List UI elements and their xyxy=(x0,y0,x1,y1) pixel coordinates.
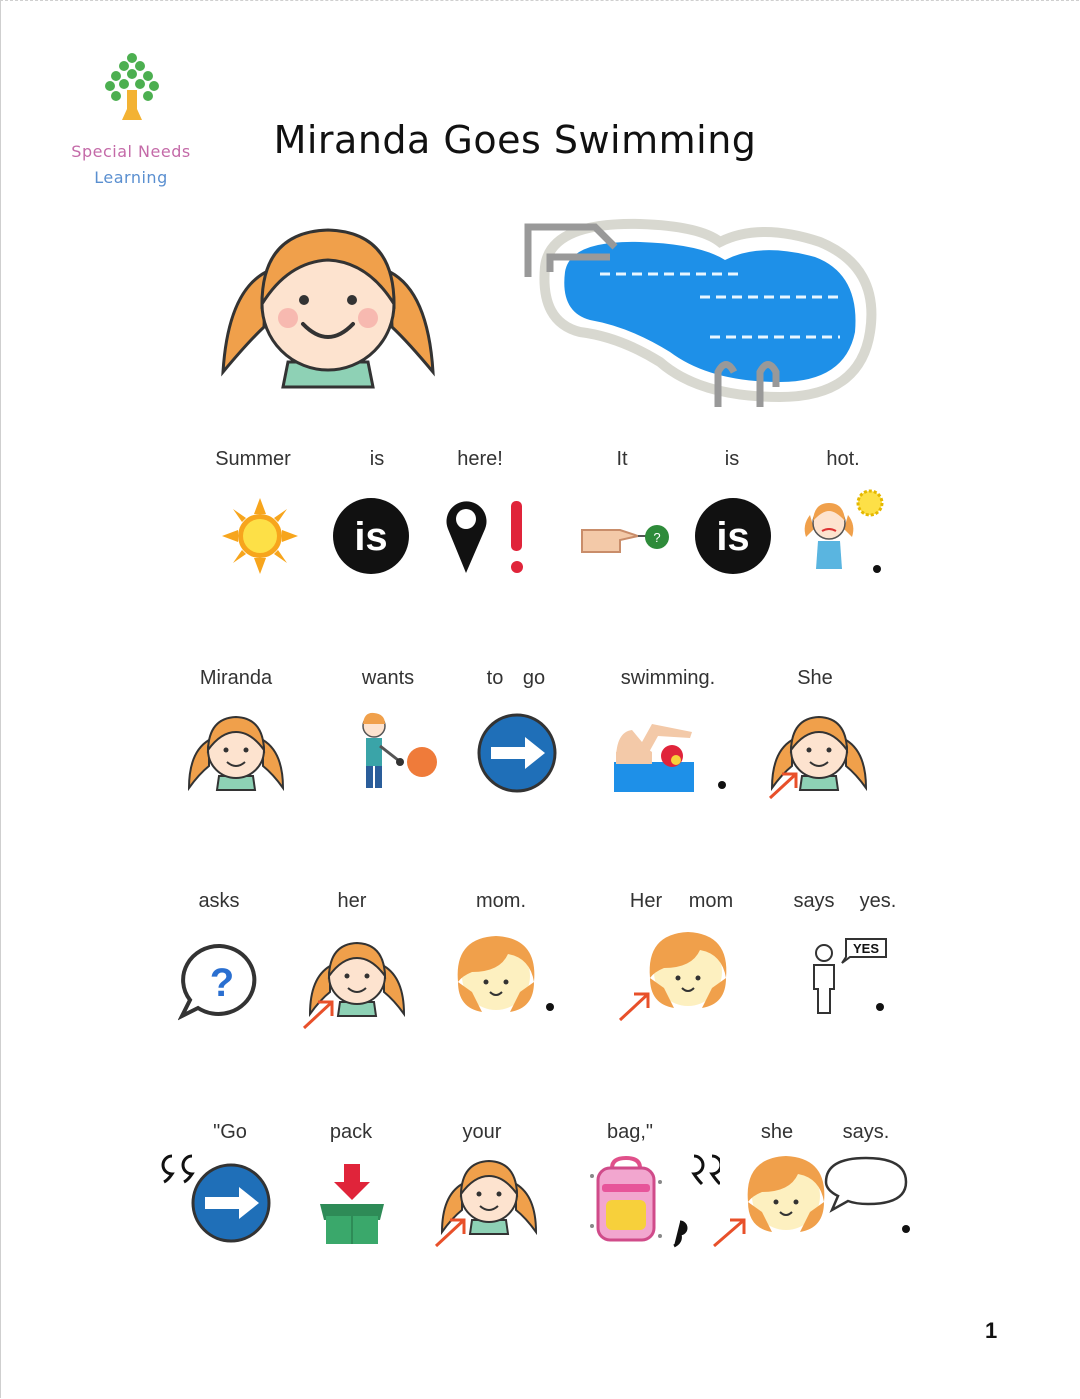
question-mark: ? xyxy=(209,961,235,1005)
pack-box-icon xyxy=(314,1162,390,1246)
sun-icon xyxy=(222,498,298,574)
hot-girl-sun-icon xyxy=(800,485,890,575)
speech-bubble-icon xyxy=(820,1154,910,1214)
she-mom-face-pointer-icon xyxy=(710,1152,830,1250)
word-go: go xyxy=(522,667,546,689)
logo-line-1: Special Needs xyxy=(71,142,191,161)
her-girl-pointer-icon xyxy=(302,938,410,1030)
word-bag: bag," xyxy=(606,1121,654,1143)
word-yes: yes. xyxy=(859,890,897,912)
period-dot-5 xyxy=(902,1225,910,1233)
word-miranda: Miranda xyxy=(199,667,273,689)
page-title: Miranda Goes Swimming xyxy=(273,118,757,162)
here-location-pin-icon xyxy=(443,497,535,579)
word-swimming: swimming. xyxy=(620,667,716,689)
miranda-girl-icon xyxy=(185,712,287,792)
word-pack: pack xyxy=(329,1121,373,1143)
word-it: It xyxy=(616,448,628,470)
swimming-pool-icon xyxy=(520,212,885,417)
period-dot-3 xyxy=(546,1003,554,1011)
swimming-person-icon xyxy=(612,712,698,794)
word-mom-2: mom xyxy=(688,890,734,912)
word-go-quote: "Go xyxy=(213,1121,247,1143)
svg-text:?: ? xyxy=(653,530,661,545)
mom-face-icon xyxy=(452,932,540,1016)
her-mom-face-pointer-icon xyxy=(616,928,732,1024)
yes-bubble-label: YES xyxy=(852,941,880,956)
wants-boy-ball-icon xyxy=(352,712,442,792)
word-here: here! xyxy=(457,448,503,470)
period-dot xyxy=(873,565,881,573)
word-her-2: Her xyxy=(629,890,663,912)
word-says-2: says. xyxy=(842,1121,890,1143)
is-symbol-label-2: is xyxy=(716,515,750,559)
word-hot: hot. xyxy=(826,448,860,470)
period-dot-4 xyxy=(876,1003,884,1011)
girl-large-icon xyxy=(218,222,438,392)
logo-line-2: Learning xyxy=(94,168,168,187)
tree-logo-icon xyxy=(100,50,164,122)
word-her: her xyxy=(337,890,367,912)
word-to: to xyxy=(486,667,504,689)
is-symbol-icon xyxy=(332,497,410,575)
period-dot-2 xyxy=(718,781,726,789)
she-girl-pointer-icon xyxy=(768,712,870,800)
go-arrow-sign-icon xyxy=(477,713,557,793)
word-asks: asks xyxy=(198,890,240,912)
page-number: 1 xyxy=(985,1318,998,1343)
word-is: is xyxy=(369,448,385,470)
word-says: says xyxy=(793,890,835,912)
word-mom: mom. xyxy=(476,890,526,912)
pointing-hand-it-icon xyxy=(580,518,672,558)
word-wants: wants xyxy=(361,667,415,689)
go-arrow-sign-icon-2 xyxy=(190,1162,272,1244)
word-she-2: she xyxy=(760,1121,794,1143)
word-summer: Summer xyxy=(215,448,291,470)
word-your: your xyxy=(462,1121,502,1143)
is-symbol-label: is xyxy=(354,515,388,559)
your-girl-pointer-icon xyxy=(434,1156,542,1248)
ask-question-bubble-icon xyxy=(178,942,260,1024)
backpack-icon xyxy=(588,1156,664,1246)
word-is-2: is xyxy=(724,448,740,470)
word-she: She xyxy=(797,667,833,689)
comma-icon xyxy=(670,1220,690,1248)
is-symbol-icon-2 xyxy=(694,497,772,575)
